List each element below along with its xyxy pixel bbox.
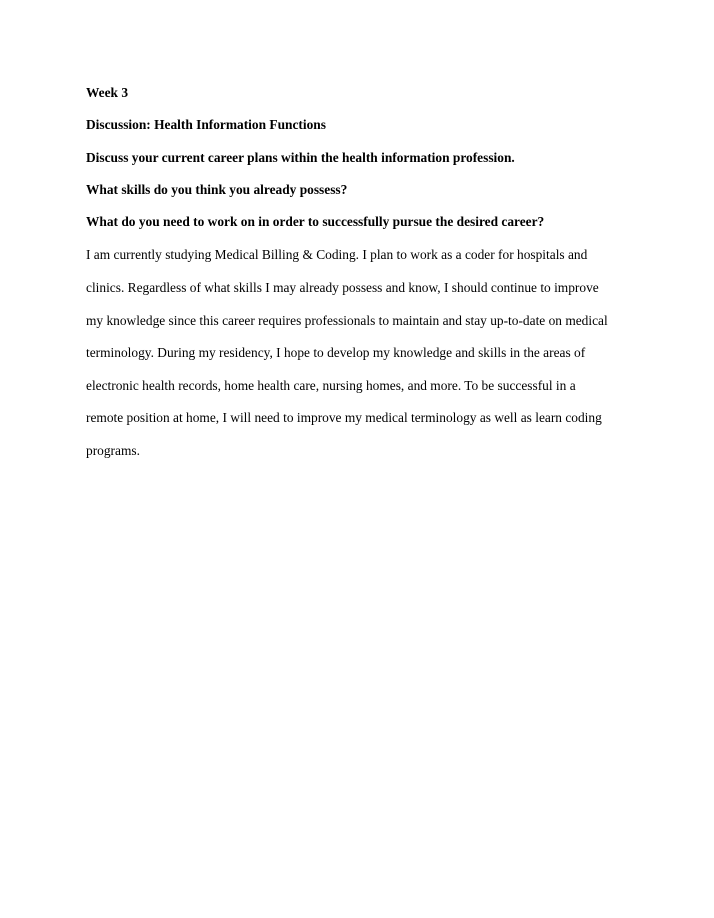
response-line: remote position at home, I will need to improve my medical terminology as well as learn coding (86, 410, 602, 425)
response-line: programs. (86, 443, 140, 458)
question-career-plans: Discuss your current career plans within the health information profession. (86, 150, 515, 165)
question-skills: What skills do you think you already possess? (86, 182, 348, 197)
response-line: terminology. During my residency, I hope to develop my knowledge and skills in the areas of (86, 345, 586, 360)
week-heading: Week 3 (86, 85, 129, 100)
response-line: electronic health records, home health care, nursing homes, and more. To be successful in a (86, 378, 576, 393)
response-line: my knowledge since this career requires professionals to maintain and stay up-to-date on medical (86, 313, 608, 328)
question-work-on: What do you need to work on in order to successfully pursue the desired career? (86, 214, 545, 229)
response-line: I am currently studying Medical Billing & Coding. I plan to work as a coder for hospitals and (86, 247, 588, 262)
discussion-title: Discussion: Health Information Functions (86, 117, 326, 132)
response-line: clinics. Regardless of what skills I may already possess and know, I should continue to improve (86, 280, 599, 295)
